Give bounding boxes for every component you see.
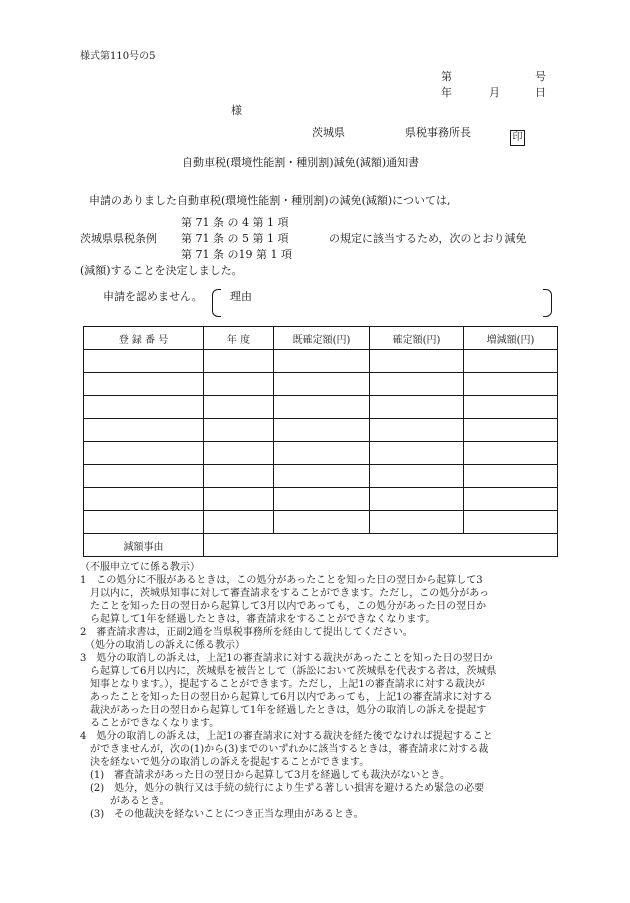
intro-text: 申請のありました自動車税(環境性能割・種別割)の減免(減額)については, [89, 194, 451, 207]
number-prefix: 第 [441, 70, 452, 83]
table-row [84, 373, 558, 396]
note-line: 裁決があった日の翌日から起算して1年を経過したときは，処分の取消しの訴えを提起す [80, 705, 487, 716]
note-line: 1 この処分に不服があるときは，この処分があったことを知った日の翌日から起算して3 [80, 575, 483, 586]
header-difference-amount: 増減額(円) [464, 327, 558, 350]
reduction-reason-row [84, 534, 558, 557]
tax-amount-table [83, 326, 558, 557]
conclusion-line2: (減額)することを決定しました。 [80, 264, 243, 277]
note-line: (2) 処分，処分の執行又は手続の続行により生ずる著しい損害を避けるため緊急の必要 [80, 783, 485, 794]
number-suffix: 号 [535, 70, 546, 83]
table-row [84, 419, 558, 442]
note-line: 4 処分の取消しの訴えは，上記1の審査請求に対する裁決を経た後でなければ提起すること [80, 731, 493, 742]
header-prior-confirmed-amount: 既確定額(円) [274, 327, 370, 350]
date-day: 日 [535, 86, 546, 99]
issuer-office-head: 県税事務所長 [405, 126, 471, 139]
header-fiscal-year: 年 度 [204, 327, 274, 350]
date-month: 月 [489, 86, 500, 99]
reason-label: 理由 [230, 290, 252, 303]
note-line: ることができなくなります。 [80, 718, 220, 729]
note-line: 月以内に，茨城県知事に対して審査請求をすることができます。ただし，この処分があっ [80, 588, 490, 599]
header-confirmed-amount: 確定額(円) [370, 327, 464, 350]
seal-label: 印 [510, 130, 525, 146]
seal-mark [510, 125, 525, 146]
article-3: 第 71 条 の19 第 1 項 [181, 248, 292, 261]
note-line: （処分の取消しの訴えに係る教示） [80, 640, 245, 651]
note-line: 2 審査請求書は，正副2通を当県税事務所を経由して提出してください。 [80, 627, 413, 638]
note-line: 3 処分の取消しの訴えは，上記1の審査請求に対する裁決があったことを知った日の翌日か [80, 653, 493, 664]
note-line: あったことを知った日の翌日から起算して6月以内であっても，上記1の審査請求に対する [80, 692, 493, 703]
table-row [84, 350, 558, 373]
ordinance-name: 茨城県県税条例 [80, 232, 157, 245]
form-number: 様式第110号の5 [80, 51, 156, 62]
table-row [84, 511, 558, 534]
date-year: 年 [441, 86, 452, 99]
reason-bracket-right [543, 289, 552, 317]
note-line: 知事となります。），提起することができます。ただし，上記1の審査請求に対する裁決が [80, 679, 485, 690]
table-header-row [84, 327, 558, 350]
note-line: ら起算して1年を経過したときは，審査請求をすることができなくなります。 [80, 614, 436, 625]
appeal-notes [80, 561, 560, 821]
article-1: 第 71 条 の 4 第 1 項 [181, 216, 289, 229]
note-line: ができませんが，次の(1)から(3)までのいずれかに該当するときは，審査請求に対する裁 [80, 744, 489, 755]
conclusion-tail: の規定に該当するため，次のとおり減免 [329, 232, 527, 245]
rejection-text: 申請を認めません。 [103, 290, 203, 303]
recipient-suffix: 様 [231, 104, 242, 117]
article-2: 第 71 条 の 5 第 1 項 [181, 232, 289, 245]
table-row [84, 488, 558, 511]
note-line: があるとき。 [80, 796, 170, 807]
table-row [84, 442, 558, 465]
note-line: 決を経ないで処分の取消しの訴えを提起することができます。 [80, 757, 370, 768]
reduction-reason-label: 減額事由 [84, 534, 204, 557]
note-line: (1) 審査請求があった日の翌日から起算して3月を経過しても裁決がないとき。 [80, 770, 451, 781]
reduction-reason-value [204, 534, 558, 557]
table-row [84, 465, 558, 488]
issuer-prefecture: 茨城県 [312, 126, 345, 139]
reason-bracket-left [212, 289, 221, 317]
table-row [84, 396, 558, 419]
note-line: （不服申立てに係る教示） [80, 562, 200, 573]
document-title: 自動車税(環境性能割・種別割)減免(減額)通知書 [182, 156, 420, 169]
header-registration-number: 登 録 番 号 [84, 327, 204, 350]
note-line: (3) その他裁決を経ないことにつき正当な理由があるとき。 [80, 809, 364, 820]
note-line: たことを知った日の翌日から起算して3月以内であっても，この処分があった日の翌日か [80, 601, 487, 612]
note-line: ら起算して6月以内に，茨城県を被告として（訴訟において茨城県を代表する者は，茨城県 [80, 666, 497, 677]
